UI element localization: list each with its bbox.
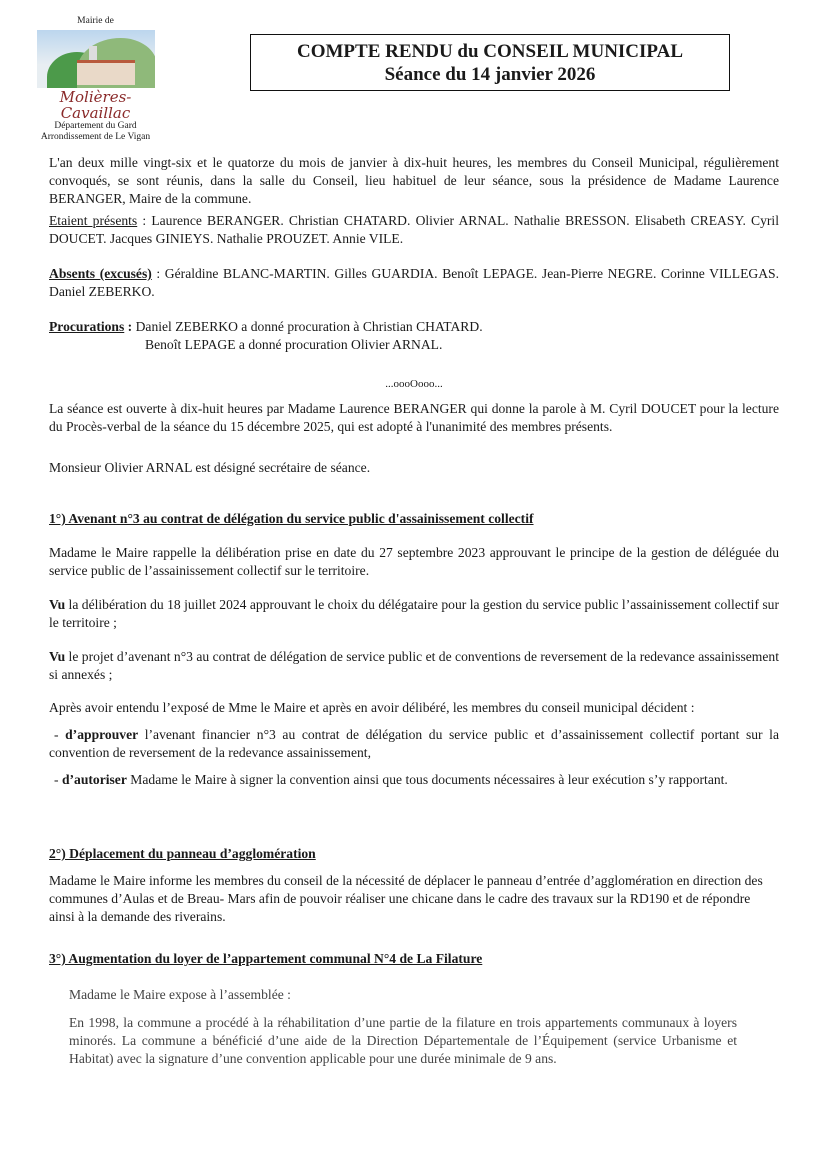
decision-approve: - d’approuver l’avenant financier n°3 au contrat de délégation du service public et d’assainissement collectif portant sur la convention de reversement de la redevance assainissement, [49, 727, 779, 760]
section-3-p1: Madame le Maire expose à l’assemblée : [69, 987, 291, 1002]
absents-paragraph [49, 265, 779, 301]
secretary-paragraph: Monsieur Olivier ARNAL est désigné secrétaire de séance. [49, 460, 371, 475]
decision-authorize: - d’autoriser Madame le Maire à signer la convention ainsi que tous documents nécessaires à leur exécution s’y rapportant. [54, 772, 728, 787]
procurations-label: Procurations [49, 319, 125, 334]
section-1-p2: Après avoir entendu l’exposé de Mme le Maire et après en avoir délibéré, les membres du conseil municipal décident : [49, 700, 695, 715]
section-1-p1: Madame le Maire rappelle la délibération prise en date du 27 septembre 2023 approuvant le principe de la gestion de déléguée du service public de l’assainissement collectif sur le territoire. [49, 545, 779, 578]
procuration-2: Benoît LEPAGE a donné procuration Olivier ARNAL. [145, 337, 443, 352]
logo-arrondissement: Arrondissement de Le Vigan [40, 132, 151, 142]
section-3-heading: 3°) Augmentation du loyer de l’appartement communal N°4 de La Filature [49, 951, 483, 966]
title-box [250, 34, 730, 91]
village-illustration [37, 30, 155, 88]
presents-text: : Laurence BERANGER. Christian CHATARD. Olivier ARNAL. Nathalie BRESSON. Elisabeth CREASY. Cyril DOUCET. Jacques GINIEYS. Nathalie PROUZET. Annie VILE. [49, 213, 779, 246]
section-2-p1: Madame le Maire informe les membres du conseil de la nécessité de déplacer le panneau d’entrée d’agglomération en direction des communes d’Aulas et de Breau- Mars afin de pouvoir réaliser une chicane dans le cadre des travaux sur la RD190 et de répondre ainsi à la demande des riverains. [49, 873, 763, 924]
section-1-heading: 1°) Avenant n°3 au contrat de délégation du service public d'assainissement collectif [49, 511, 534, 526]
logo-department: Département du Gard [54, 121, 137, 131]
page-subtitle: Séance du 14 janvier 2026 [384, 64, 596, 85]
presents-label: Etaient présents [49, 213, 138, 228]
procurations-paragraph: Procurations : Daniel ZEBERKO a donné procuration à Christian CHATARD. Benoît LEPAGE a donné procuration Olivier ARNAL. [49, 318, 779, 354]
opening-paragraph: La séance est ouverte à dix-huit heures par Madame Laurence BERANGER qui donne la parole à M. Cyril DOUCET pour la lecture du Procès-verbal de la séance du 15 décembre 2025, qui est adopté à l'unanimité des membres présents. [49, 401, 779, 434]
separator: ...oooOooo... [385, 378, 443, 390]
section-2-heading: 2°) Déplacement du panneau d’agglomération [49, 846, 316, 861]
section-1-vu1: Vu la délibération du 18 juillet 2024 approuvant le choix du délégataire pour la gestion du service public l’assainissement collectif sur le territoire ; [49, 597, 779, 630]
logo-brand: Molières-Cavaillac [59, 88, 132, 122]
commune-logo [28, 16, 163, 143]
page-title: COMPTE RENDU du CONSEIL MUNICIPAL [296, 41, 684, 62]
procuration-1: Daniel ZEBERKO a donné procuration à Christian CHATARD. [135, 319, 483, 334]
section-3-p2: En 1998, la commune a procédé à la réhabilitation d’une partie de la filature en trois appartements communaux à loyers minorés. La commune a bénéficié d’une aide de la Direction Départementale de l’Équipement (service Urbanisme et Habitat) avec la signature d’une convention applicable pour une durée minimale de 9 ans. [69, 1015, 737, 1066]
absents-text: : Géraldine BLANC-MARTIN. Gilles GUARDIA. Benoît LEPAGE. Jean-Pierre NEGRE. Corinne VILLEGAS. Daniel ZEBERKO. [49, 266, 780, 299]
logo-top-text: Mairie de [77, 16, 114, 26]
intro-paragraph: L'an deux mille vingt-six et le quatorze du mois de janvier à dix-huit heures, les membres du Conseil Municipal, régulièrement convoqués, se sont réunis, dans la salle du Conseil, lieu habituel de leur séance, sous la présidence de Madame Laurence BERANGER, Maire de la commune. [49, 155, 779, 206]
presents-paragraph [49, 212, 779, 248]
absents-label: Absents (excusés) [49, 266, 152, 281]
section-1-vu2: Vu le projet d’avenant n°3 au contrat de délégation de service public et de conventions de reversement de la redevance assainissement si annexés ; [49, 649, 779, 682]
